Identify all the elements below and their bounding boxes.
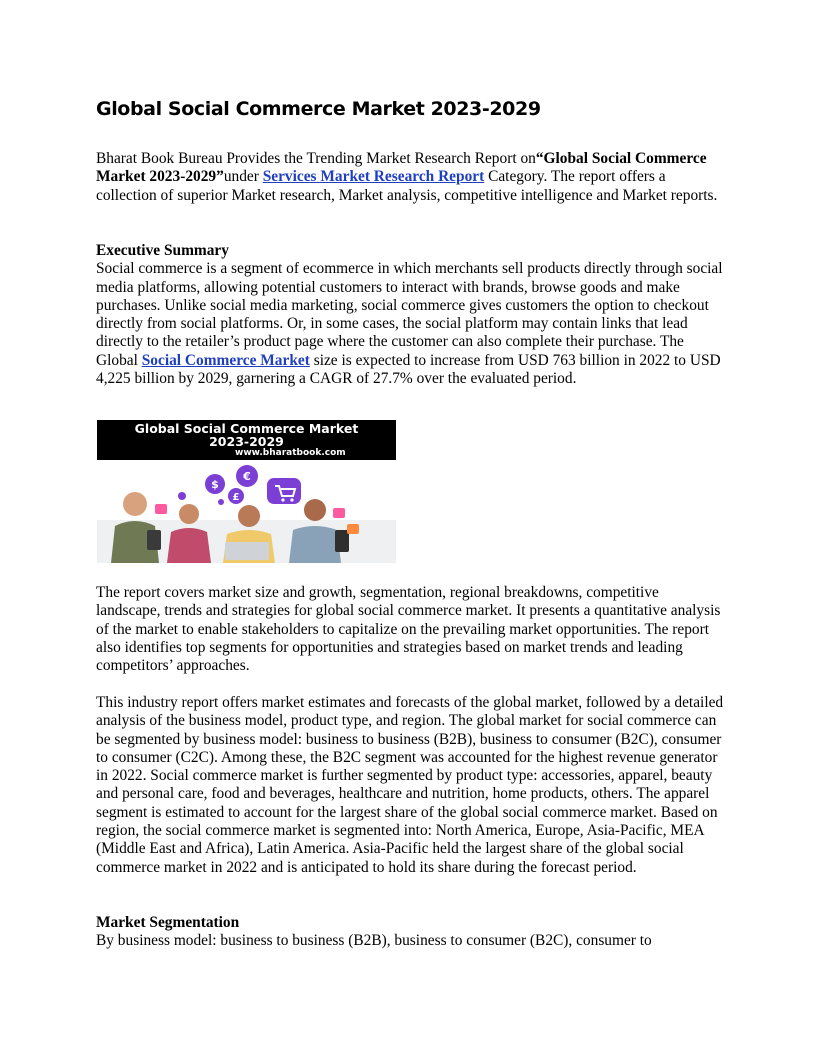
coin-euro-label: € [243, 470, 251, 483]
coin-dollar-label: $ [211, 478, 219, 491]
industry-report-paragraph: This industry report offers market estimates and forecasts of the global market, followed by a detailed analysis of the business model, product type, and region. The global market for social commerce can be segmented by business model: business to business (B2B), business to consumer (B2C), consumer to consumer (C2C). Among these, the B2C segment was accounted for the highest revenue generator in 2022. Social commerce market is further segmented by product type: accessories, apparel, beauty and personal care, food and beverages, healthcare and nutrition, home products, others. The apparel segment is estimated to account for the largest share of the global social commerce market. Based on region, the social commerce market is segmented into: North America, Europe, Asia-Pacific, MEA (Middle East and Africa), Latin America. Asia-Pacific held the largest share of the global social commerce market in 2022 and is anticipated to hold its share during the forecast period. [96, 694, 724, 876]
banner-title-line2: 2023-2029 [209, 434, 284, 449]
report-banner-image [97, 420, 396, 563]
intro-under: under [223, 168, 263, 186]
page-title: Global Social Commerce Market 2023-2029 [96, 98, 541, 120]
executive-summary-heading: Executive Summary [96, 242, 229, 259]
coin-pound-label: £ [232, 492, 240, 503]
market-segmentation-heading: Market Segmentation [96, 914, 240, 931]
people-shopping-illustration [97, 460, 396, 563]
social-commerce-market-link[interactable]: Social Commerce Market [141, 351, 310, 369]
report-name: “Global Social Commerce Market 2023-2029” [96, 150, 707, 186]
executive-text-2: size is expected to increase from USD 763 billion in 2022 to USD 4,225 billion by 2029, garnering a CAGR of 27.7% over the evaluated period. [96, 351, 721, 388]
market-segmentation-section [96, 914, 724, 951]
intro-lead: Bharat Book Bureau Provides the Trending Market Research Report on [96, 150, 536, 167]
shopping-cart-icon [267, 478, 301, 504]
intro-tail: Category. The report offers a collection of superior Market research, Market analysis, competitive intelligence and Market reports. [96, 168, 718, 204]
banner-url: www.bharatbook.com [235, 448, 346, 458]
executive-summary-section [96, 242, 724, 388]
report-coverage-paragraph: The report covers market size and growth, segmentation, regional breakdowns, competitive landscape, trends and strategies for global social commerce market. It presents a quantitative analysis of the market to enable stakeholders to capitalize on the prevailing market opportunities. The report also identifies top segments for opportunities and strategies based on market trends and leading competitors’ approaches. [96, 584, 721, 675]
market-segmentation-text: By business model: business to business (B2B), business to consumer (B2C), consumer to [96, 932, 652, 950]
banner-title-line1: Global Social Commerce Market [134, 421, 359, 436]
category-link[interactable]: Services Market Research Report [262, 168, 485, 186]
executive-text-1: Social commerce is a segment of ecommerce in which merchants sell products directly through social media platforms, allowing potential customers to interact with brands, browse goods and make purchases. Unlike social media marketing, social commerce gives customers the option to checkout directly from social platforms. Or, in some cases, the social platform may contain links that lead directly to the retailer’s product page where the customer can also complete their purchase. The Global [96, 260, 723, 369]
intro-paragraph [96, 150, 724, 205]
